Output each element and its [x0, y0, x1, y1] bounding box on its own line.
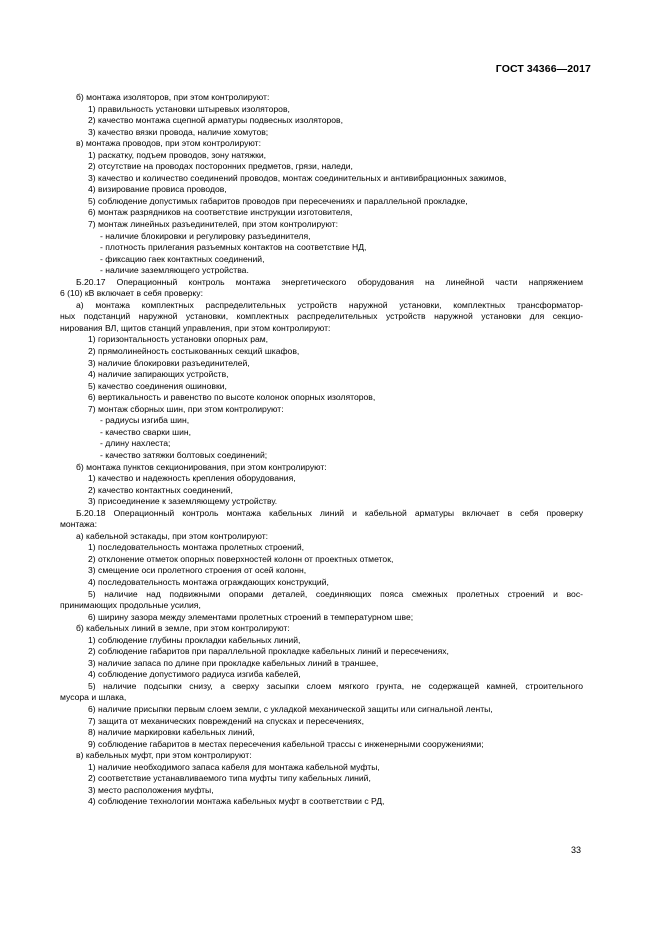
text-line: 3) качество и количество соединений проводов, монтаж соединительных и антивибрационных зажимов, — [88, 172, 507, 183]
page-number: 33 — [570, 845, 581, 855]
text-line: - длину нахлеста; — [100, 438, 171, 449]
text-line: 3) присоединение к заземляющему устройству. — [88, 496, 278, 507]
text-line: 2) прямолинейность состыкованных секций шкафов, — [88, 346, 300, 357]
text-line: а) кабельной эстакады, при этом контролируют: — [76, 530, 269, 541]
text-line: - фиксацию гаек контактных соединений, — [100, 253, 265, 264]
text-line: Б.20.17 Операционный контроль монтажа энергетического оборудования на линейной части напряжением — [76, 276, 583, 287]
text-line: 1) горизонтальность установки опорных рам, — [88, 334, 269, 345]
text-line: 2) качество контактных соединений, — [88, 484, 233, 495]
text-line: - наличие заземляющего устройства. — [100, 265, 249, 276]
text-line: 7) монтаж сборных шин, при этом контролируют: — [88, 403, 284, 414]
text-line: 1) последовательность монтажа пролетных строений, — [88, 542, 305, 553]
text-line: Б.20.18 Операционный контроль монтажа кабельных линий и кабельной арматуры включает в себя проверку — [76, 507, 583, 518]
text-line: 2) соответствие устанавливаемого типа муфты типу кабельных линий, — [88, 773, 371, 784]
text-line: 4) последовательность монтажа ограждающих конструкций, — [88, 576, 329, 587]
text-line: 6) монтаж разрядников на соответствие инструкции изготовителя, — [88, 207, 353, 218]
text-line: ных подстанций наружной установки, комплектных распределительных устройств наружной установки для секцио- — [60, 311, 583, 322]
text-line: 4) соблюдение технологии монтажа кабельных муфт в соответствии с РД, — [88, 796, 385, 807]
text-line: 4) соблюдение допустимого радиуса изгиба кабелей, — [88, 669, 301, 680]
text-line: принимающих продольные усилия, — [60, 600, 201, 611]
text-line: - плотность прилегания разъемных контактов на соответствие НД, — [100, 242, 367, 253]
text-line: 8) наличие маркировки кабельных линий, — [88, 727, 255, 738]
text-line: 7) защита от механических повреждений на спусках и пересечениях, — [88, 715, 364, 726]
text-line: 2) соблюдение габаритов при параллельной прокладке кабельных линий и пересечениях, — [88, 646, 449, 657]
text-line: - качество сварки шин, — [100, 426, 192, 437]
text-line: - наличие блокировки и регулировку разъединителя, — [100, 230, 311, 241]
text-line: 4) наличие запирающих устройств, — [88, 369, 229, 380]
text-line: - радиусы изгиба шин, — [100, 415, 190, 426]
text-line: 7) монтаж линейных разъединителей, при этом контролируют: — [88, 219, 338, 230]
text-line: 6) ширину зазора между элементами пролетных строений в температурном шве; — [88, 611, 414, 622]
text-line: в) монтажа проводов, при этом контролируют: — [76, 138, 261, 149]
text-line: 5) соблюдение допустимых габаритов проводов при пересечениях и параллельной прокладке, — [88, 195, 468, 206]
text-line: монтажа: — [60, 519, 97, 530]
text-line: 5) наличие подсыпки снизу, а сверху засыпки слоем мягкого грунта, не содержащей камней, строительного — [88, 680, 583, 691]
text-line: 2) качество монтажа сцепной арматуры подвесных изоляторов, — [88, 115, 344, 126]
document-header: ГОСТ 34366—2017 — [495, 63, 591, 75]
text-line: 3) смещение оси пролетного строения от осей колонн, — [88, 565, 307, 576]
text-line: 1) раскатку, подъем проводов, зону натяжки, — [88, 149, 267, 160]
text-line: 5) наличие над подвижными опорами деталей, соединяющих пояса смежных пролетных строений и вос- — [88, 588, 583, 599]
text-line: 1) наличие необходимого запаса кабеля для монтажа кабельной муфты, — [88, 761, 380, 772]
text-line: б) кабельных линий в земле, при этом контролируют: — [76, 623, 290, 634]
text-line: а) монтажа комплектных распределительных устройств наружной установки, комплектных трансформатор- — [76, 299, 583, 310]
text-line: 9) соблюдение габаритов в местах пересечения кабельной трассы с инженерными сооружениями; — [88, 738, 484, 749]
text-line: 4) визирование провиса проводов, — [88, 184, 227, 195]
text-line: 1) соблюдение глубины прокладки кабельных линий, — [88, 634, 301, 645]
text-line: 5) качество соединения ошиновки, — [88, 380, 227, 391]
text-line: 6) вертикальность и равенство по высоте колонок опорных изоляторов, — [88, 392, 376, 403]
text-line: 3) наличие блокировки разъединителей, — [88, 357, 250, 368]
text-line: б) монтажа пунктов секционирования, при этом контролируют: — [76, 461, 327, 472]
text-line: 3) качество вязки провода, наличие хомутов; — [88, 126, 269, 137]
document-body — [60, 92, 583, 808]
text-line: 6 (10) кВ включает в себя проверку: — [60, 288, 203, 299]
text-line: 3) наличие запаса по длине при прокладке кабельных линий в траншее, — [88, 657, 379, 668]
text-line: 3) место расположения муфты, — [88, 784, 214, 795]
text-line: 6) наличие присыпки первым слоем земли, с укладкой механической защиты или сигнальной ленты, — [88, 703, 493, 714]
text-line: 1) правильность установки штыревых изоляторов, — [88, 103, 290, 114]
text-line: 1) качество и надежность крепления оборудования, — [88, 473, 296, 484]
text-line: 2) отклонение отметок опорных поверхностей колонн от проектных отметок, — [88, 553, 394, 564]
text-line: нирования ВЛ, щитов станций управления, при этом контролируют: — [60, 322, 331, 333]
text-line: мусора и шлака, — [60, 692, 127, 703]
text-line: 2) отсутствие на проводах посторонних предметов, грязи, наледи, — [88, 161, 353, 172]
text-line: б) монтажа изоляторов, при этом контролируют: — [76, 92, 270, 102]
text-line: в) кабельных муфт, при этом контролируют: — [76, 750, 252, 761]
text-line: - качество затяжки болтовых соединений; — [100, 449, 268, 460]
